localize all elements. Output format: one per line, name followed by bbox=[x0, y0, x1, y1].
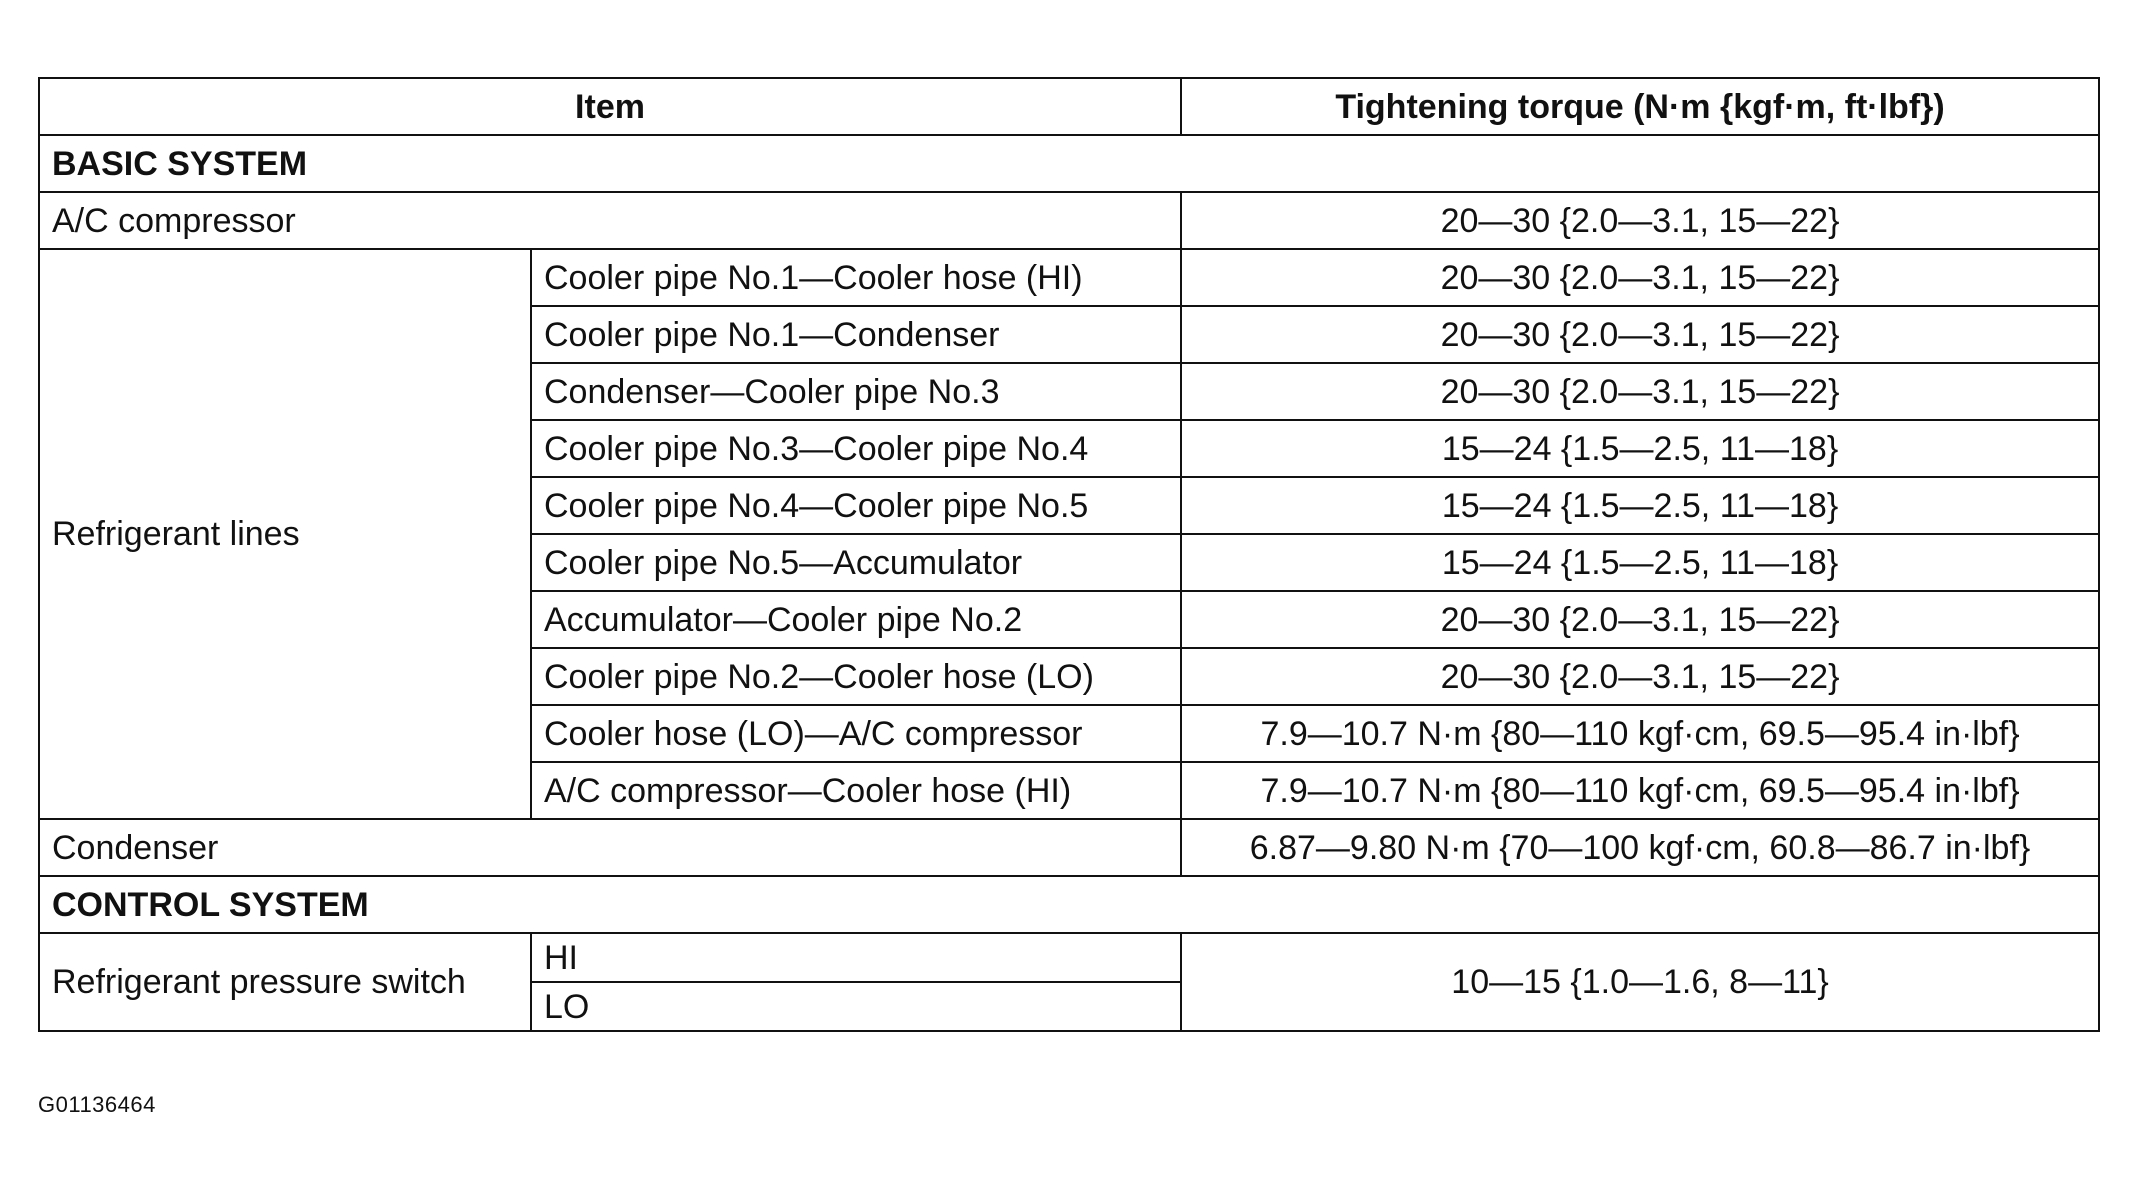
section-basic-row bbox=[39, 135, 2099, 192]
ac-compressor-label: A/C compressor bbox=[39, 192, 1181, 249]
table-row bbox=[39, 933, 2099, 982]
refrigerant-line-torque: 15—24 {1.5—2.5, 11—18} bbox=[1181, 420, 2099, 477]
condenser-torque: 6.87—9.80 N·m {70—100 kgf·cm, 60.8—86.7 in·lbf} bbox=[1181, 819, 2099, 876]
refrigerant-line-torque: 15—24 {1.5—2.5, 11—18} bbox=[1181, 477, 2099, 534]
pressure-switch-hi: HI bbox=[531, 933, 1181, 982]
table-row bbox=[39, 192, 2099, 249]
refrigerant-lines-label: Refrigerant lines bbox=[39, 249, 531, 819]
refrigerant-line-item: Cooler pipe No.5—Accumulator bbox=[531, 534, 1181, 591]
torque-spec-table bbox=[38, 77, 2100, 1032]
header-item: Item bbox=[39, 78, 1181, 135]
refrigerant-line-torque: 20—30 {2.0—3.1, 15—22} bbox=[1181, 306, 2099, 363]
header-row bbox=[39, 78, 2099, 135]
condenser-label: Condenser bbox=[39, 819, 1181, 876]
pressure-switch-lo: LO bbox=[531, 982, 1181, 1031]
refrigerant-line-item: Cooler pipe No.1—Cooler hose (HI) bbox=[531, 249, 1181, 306]
header-torque: Tightening torque (N·m {kgf·m, ft·lbf}) bbox=[1181, 78, 2099, 135]
refrigerant-line-torque: 20—30 {2.0—3.1, 15—22} bbox=[1181, 363, 2099, 420]
refrigerant-line-item: Cooler pipe No.3—Cooler pipe No.4 bbox=[531, 420, 1181, 477]
pressure-switch-label: Refrigerant pressure switch bbox=[39, 933, 531, 1031]
table-row bbox=[39, 249, 2099, 306]
refrigerant-line-torque: 20—30 {2.0—3.1, 15—22} bbox=[1181, 591, 2099, 648]
refrigerant-line-torque: 7.9—10.7 N·m {80—110 kgf·cm, 69.5—95.4 in·lbf} bbox=[1181, 705, 2099, 762]
section-control-row bbox=[39, 876, 2099, 933]
refrigerant-line-item: Cooler pipe No.2—Cooler hose (LO) bbox=[531, 648, 1181, 705]
table-row bbox=[39, 819, 2099, 876]
figure-id: G01136464 bbox=[38, 1092, 156, 1117]
refrigerant-line-item: A/C compressor—Cooler hose (HI) bbox=[531, 762, 1181, 819]
refrigerant-line-item: Cooler hose (LO)—A/C compressor bbox=[531, 705, 1181, 762]
refrigerant-line-item: Cooler pipe No.4—Cooler pipe No.5 bbox=[531, 477, 1181, 534]
refrigerant-line-torque: 20—30 {2.0—3.1, 15—22} bbox=[1181, 648, 2099, 705]
refrigerant-line-item: Accumulator—Cooler pipe No.2 bbox=[531, 591, 1181, 648]
refrigerant-line-torque: 20—30 {2.0—3.1, 15—22} bbox=[1181, 249, 2099, 306]
refrigerant-line-item: Condenser—Cooler pipe No.3 bbox=[531, 363, 1181, 420]
refrigerant-line-torque: 7.9—10.7 N·m {80—110 kgf·cm, 69.5—95.4 in·lbf} bbox=[1181, 762, 2099, 819]
section-control-system: CONTROL SYSTEM bbox=[39, 876, 2099, 933]
pressure-switch-torque: 10—15 {1.0—1.6, 8—11} bbox=[1181, 933, 2099, 1031]
refrigerant-line-torque: 15—24 {1.5—2.5, 11—18} bbox=[1181, 534, 2099, 591]
refrigerant-line-item: Cooler pipe No.1—Condenser bbox=[531, 306, 1181, 363]
ac-compressor-torque: 20—30 {2.0—3.1, 15—22} bbox=[1181, 192, 2099, 249]
section-basic-system: BASIC SYSTEM bbox=[39, 135, 2099, 192]
